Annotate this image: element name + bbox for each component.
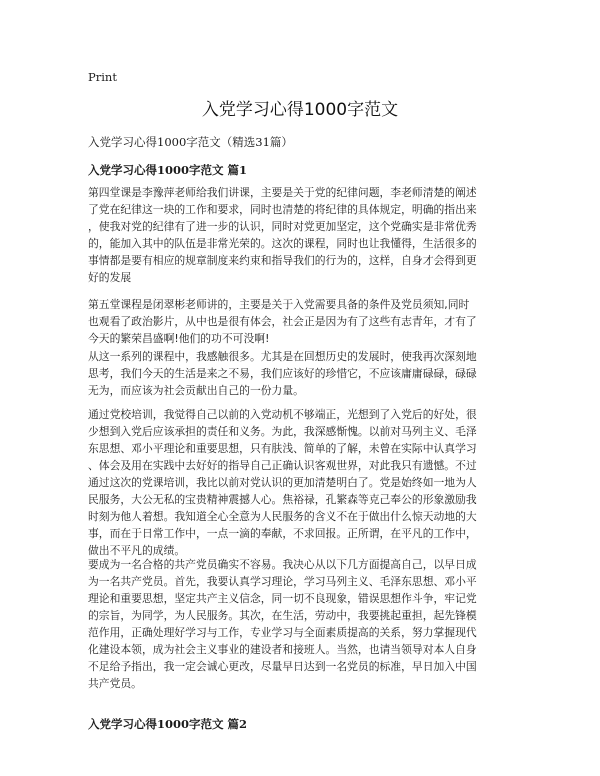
paragraph-line: 通过这次的党课培训，我比以前对党认识的更加清楚明白了。党是始终如一地为人: [88, 476, 477, 489]
section-heading-2: 入党学习心得1000字范文 篇2: [88, 717, 248, 731]
paragraph-line: 、体会及用在实践中去好好的指导自己正确认识客观世界，对此我只有遗憾。不过: [88, 459, 477, 472]
paragraph-line: 为一名共产党员。首先，我要认真学习理论，学习马列主义、毛泽东思想、邓小平: [88, 575, 477, 588]
paragraph-line: 第四堂课是李豫萍老师给我们讲课，主要是关于党的纪律问题，李老师清楚的阐述: [88, 186, 477, 199]
paragraph-line: 好的发展: [88, 271, 132, 284]
paragraph-line: 无为，而应该为社会贡献出自己的一份力量。: [88, 384, 304, 397]
paragraph-line: 不足给予指出，我一定会诚心更改，尽量早日达到一名党员的标准，早日加入中国: [88, 660, 477, 673]
paragraph-line: 化建设本领，成为社会主义事业的建设者和接班人。当然，也请当领导对本人自身: [88, 643, 477, 656]
paragraph-line: 做出不平凡的成绩。: [88, 544, 186, 557]
paragraph-line: 的，能加入其中的队伍是非常光荣的。这次的课程，同时也让我懂得，生活很多的: [88, 237, 477, 250]
paragraph-line: 共产党员。: [88, 677, 142, 690]
paragraph-line: 从这一系列的课程中，我感触很多。尤其是在回想历史的发展时，使我再次深刻地: [88, 350, 477, 363]
paragraph-2: [88, 296, 516, 347]
document-subtitle: 入党学习心得1000字范文（精选31篇）: [88, 135, 293, 149]
paragraph-line: 的宗旨，为同学，为人民服务。其次，在生活，劳动中，我要挑起重担，起先锋模: [88, 609, 477, 622]
paragraph-line: ，使我对党的纪律有了进一步的认识，同时对党更加坚定，这个党确实是非常优秀: [88, 220, 477, 233]
paragraph-5: [88, 556, 516, 692]
paragraph-line: 思考，我们今天的生活是来之不易，我们应该好的珍惜它，不应该庸庸碌碌，碌碌: [88, 367, 477, 380]
paragraph-1: [88, 184, 516, 286]
paragraph-line: 少想到入党后应该承担的责任和义务。为此，我深感惭愧。以前对马列主义、毛泽: [88, 425, 477, 438]
section-heading-1: 入党学习心得1000字范文 篇1: [88, 163, 248, 177]
paragraph-line: 事情都是要有相应的规章制度来约束和指导我们的行为的，这样，自身才会得到更: [88, 254, 477, 267]
paragraph-line: 今天的繁荣昌盛啊!他们的功不可没啊!: [88, 332, 270, 345]
paragraph-line: 民服务，大公无私的宝贵精神震撼人心。焦裕禄，孔繁森等克己奉公的形象激励我: [88, 493, 477, 506]
paragraph-line: 东思想、邓小平理论和重要思想，只有肤浅、简单的了解，未曾在实际中认真学习: [88, 442, 477, 455]
paragraph-3: [88, 348, 516, 399]
paragraph-line: 要成为一名合格的共产党员确实不容易。我决心从以下几方面提高自己，以早日成: [88, 558, 477, 571]
page-title: 入党学习心得1000字范文: [201, 100, 399, 120]
paragraph-line: 范作用，正确处理好学习与工作，专业学习与全面素质提高的关系，努力掌握现代: [88, 626, 477, 639]
paragraph-line: 理论和重要思想，坚定共产主义信念，同一切不良现象，错误思想作斗争，牢记党: [88, 592, 477, 605]
paragraph-line: 时刻为他人着想。我知道全心全意为人民服务的含义不在于做出什么惊天动地的大: [88, 510, 477, 523]
print-label[interactable]: Print: [88, 70, 117, 84]
paragraph-line: 事，而在于日常工作中，一点一滴的奉献，不求回报。正所谓，在平凡的工作中，: [88, 527, 477, 540]
paragraph-line: 通过党校培训，我觉得自己以前的入党动机不够端正，光想到了入党后的好处，很: [88, 408, 477, 421]
paragraph-4: [88, 406, 516, 559]
paragraph-line: 第五堂课程是闭翠彬老师讲的，主要是关于入党需要具备的条件及党员须知,同时: [88, 298, 470, 311]
paragraph-line: 了党在纪律这一块的工作和要求，同时也清楚的将纪律的具体规定，明确的指出来: [88, 203, 477, 216]
paragraph-line: 也观看了政治影片，从中也是很有体会，社会正是因为有了这些有志青年，才有了: [88, 315, 477, 328]
